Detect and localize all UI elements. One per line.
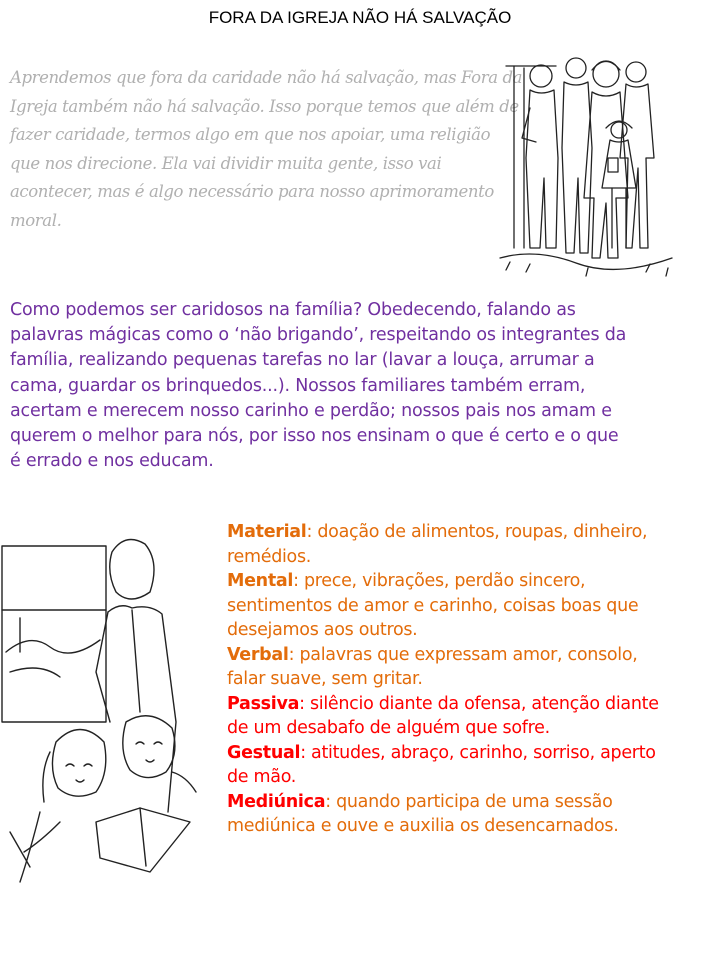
intro-line: moral.: [10, 210, 62, 230]
charity-desc: remédios.: [227, 546, 312, 567]
page-title: FORA DA IGREJA NÃO HÁ SALVAÇÃO: [208, 8, 512, 27]
intro-line: acontecer, mas é algo necessário para nosso aprimoramento: [10, 182, 494, 201]
charity-term: Passiva: [227, 693, 300, 714]
intro-line: Igreja também não há salvação. Isso porque temos que além de: [10, 96, 519, 116]
charity-type-passiva: [227, 692, 717, 741]
charity-desc: de mão.: [227, 767, 297, 787]
charity-desc: : palavras que expressam amor, consolo,: [288, 644, 638, 665]
charity-desc: : doação de alimentos, roupas, dinheiro,: [306, 522, 648, 542]
charity-term: Verbal: [227, 644, 289, 665]
charity-desc: de um desabafo de alguém que sofre.: [227, 718, 550, 738]
family-line: família, realizando pequenas tarefas no lar (lavar a louça, arrumar a: [10, 350, 595, 371]
family-illustration: [496, 48, 682, 284]
charity-desc: : silêncio diante da ofensa, atenção diante: [299, 693, 659, 714]
family-line: cama, guardar os brinquedos...). Nossos familiares também erram,: [10, 375, 586, 396]
charity-desc: : prece, vibrações, perdão sincero,: [293, 571, 586, 591]
charity-type-mental: [227, 569, 717, 643]
family-line: Como podemos ser caridosos na família? Obedecendo, falando as: [10, 300, 576, 320]
charity-type-verbal: [227, 643, 717, 692]
charity-term: Mediúnica: [227, 791, 326, 812]
family-line: acertam e merecem nosso carinho e perdão; nossos pais nos amam e: [10, 400, 612, 421]
charity-type-gestual: [227, 741, 717, 790]
charity-term: Gestual: [227, 742, 301, 763]
intro-paragraph: [10, 64, 523, 235]
charity-desc: desejamos aos outros.: [227, 620, 418, 640]
intro-line: fazer caridade, termos algo em que nos apoiar, uma religião: [10, 125, 491, 144]
charity-desc: : quando participa de uma sessão: [325, 791, 613, 812]
charity-desc: sentimentos de amor e carinho, coisas boas que: [227, 595, 639, 616]
charity-term: Mental: [227, 571, 294, 591]
charity-desc: falar suave, sem gritar.: [227, 669, 423, 689]
charity-type-material: [227, 520, 717, 569]
family-line: querem o melhor para nós, por isso nos ensinam o que é certo e o que: [10, 426, 619, 447]
study-illustration: [0, 522, 226, 888]
charity-types-list: [227, 520, 717, 839]
charity-term: Material: [227, 522, 307, 542]
intro-line: que nos direcione. Ela vai dividir muita gente, isso vai: [10, 153, 442, 173]
family-line: palavras mágicas como o ‘não brigando’, respeitando os integrantes da: [10, 325, 627, 346]
intro-line: Aprendemos que fora da caridade não há salvação, mas Fora da: [10, 68, 523, 87]
charity-desc: mediúnica e ouve e auxilia os desencarnados.: [227, 816, 619, 836]
charity-type-mediunica: [227, 790, 717, 839]
charity-desc: : atitudes, abraço, carinho, sorriso, aperto: [300, 742, 656, 763]
family-line: é errado e nos educam.: [10, 451, 214, 472]
family-charity-paragraph: [10, 298, 715, 474]
